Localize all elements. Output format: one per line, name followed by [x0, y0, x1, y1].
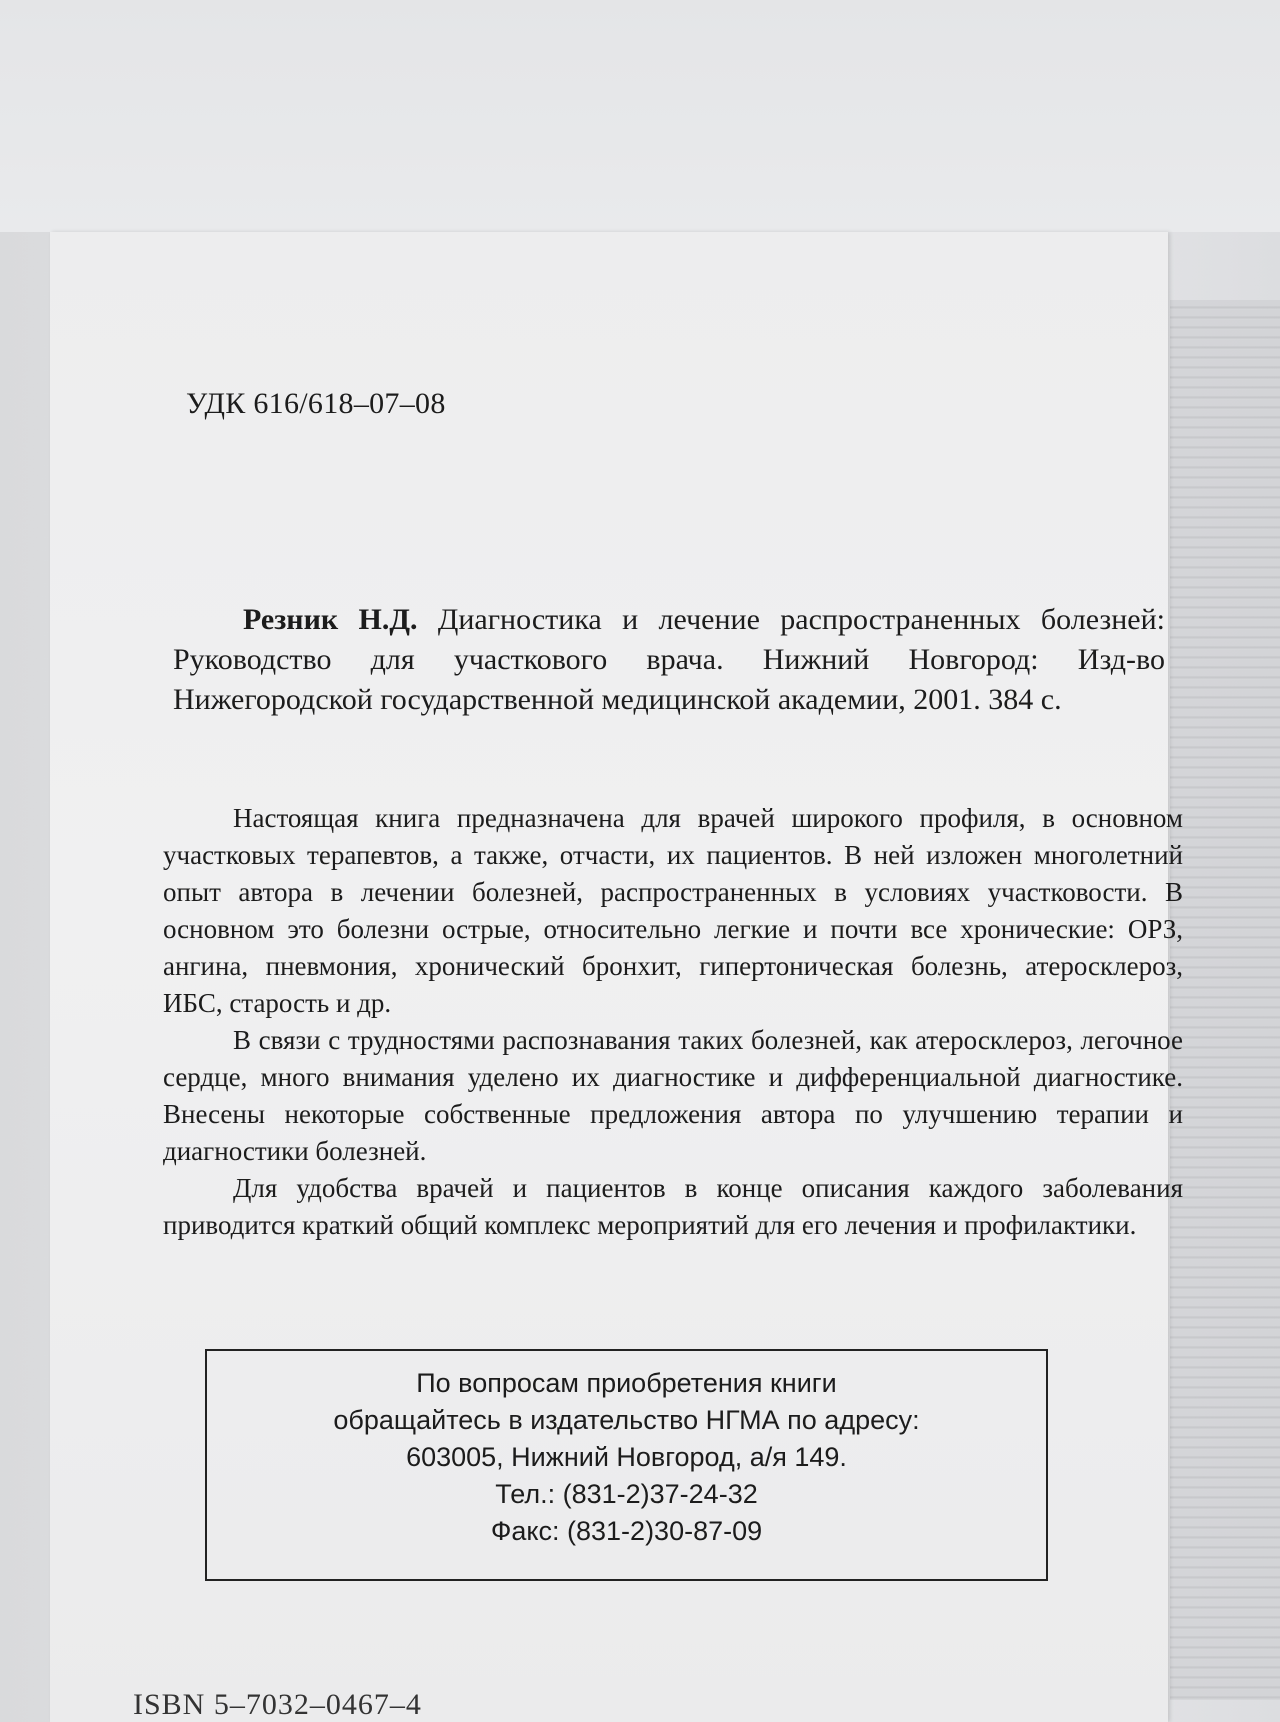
contact-line: обращайтесь в издательство НГМА по адресу: [333, 1405, 920, 1435]
book-page [50, 232, 1183, 1722]
contact-line: По вопросам приобретения книги [416, 1368, 837, 1398]
page-stack-edge [1170, 300, 1280, 1700]
annotation-paragraph: Настоящая книга предназначена для врачей широкого профиля, в основном участковых терапевтов, а также, отчасти, их пациентов. В ней изложен многолетний опыт автора в лечении болезней, распространенных в условиях участковости. В основном это болезни острые, относительно легкие и почти все хронические: ОРЗ, ангина, пневмония, хронический бронхит, гипертоническая болезнь, атеросклероз, ИБС, старость и др. [163, 803, 1183, 1018]
citation-author: Резник Н.Д. [243, 603, 418, 636]
citation-text: Диагностика и лечение распространенных болезней: Руководство для участкового врача. Нижний Новгород: Изд-во Нижегородской государственной медицинской академии, 2001. 384 с. [173, 603, 1165, 716]
bibliographic-citation [173, 600, 1165, 720]
contact-fax: Факс: (831-2)30-87-09 [490, 1516, 763, 1546]
background-sheet [0, 0, 1280, 232]
udk-code: УДК 616/618–07–08 [186, 387, 446, 420]
annotation-paragraph: Для удобства врачей и пациентов в конце описания каждого заболевания приводится краткий общий комплекс мероприятий для его лечения и профилактики. [163, 1173, 1183, 1240]
isbn: ISBN 5–7032–0467–4 [133, 1688, 422, 1721]
annotation-paragraph: В связи с трудностями распознавания таких болезней, как атеросклероз, легочное сердце, много внимания уделено их диагностике и дифференциальной диагностике. Внесены некоторые собственные предложения автора по улучшению терапии и диагностики болезней. [163, 1025, 1183, 1166]
annotation [163, 800, 1183, 1244]
purchase-contact-box [205, 1349, 1048, 1581]
contact-address: 603005, Нижний Новгород, а/я 149. [406, 1442, 847, 1472]
contact-phone: Тел.: (831-2)37-24-32 [495, 1479, 758, 1509]
